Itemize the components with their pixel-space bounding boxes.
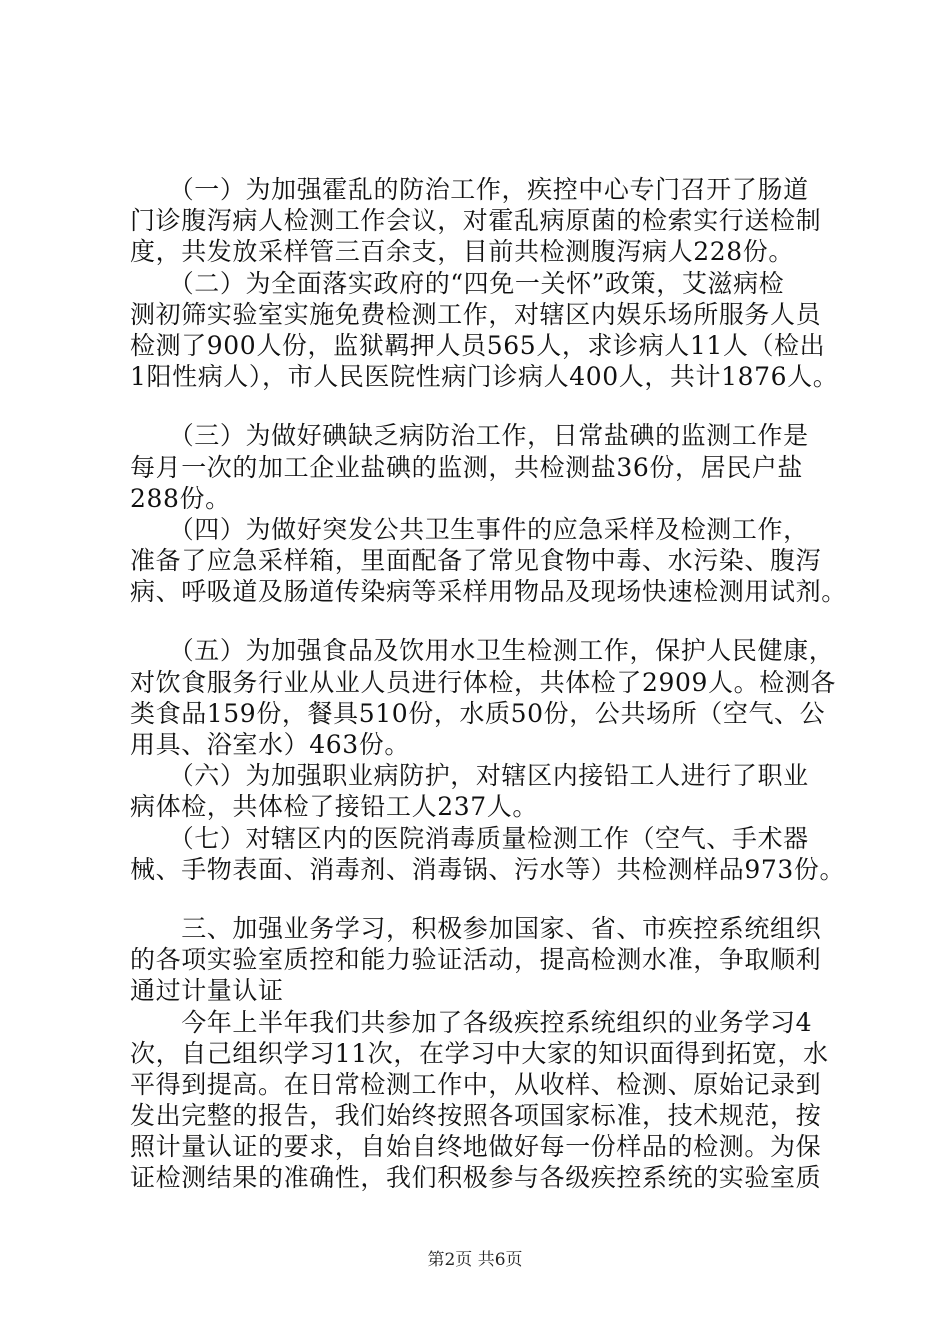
text-line: （三）为做好碘缺乏病防治工作，日常盐碘的监测工作是 [130,421,809,451]
text-line: 今年上半年我们共参加了各级疾控系统组织的业务学习4 [130,1007,813,1037]
text-line: 测初筛实验室实施免费检测工作，对辖区内娱乐场所服务人员 [130,299,822,329]
document-body [130,174,850,1194]
text-line: 用具、浴室水）463份。 [130,730,410,759]
paragraph-3 [130,420,850,514]
text-line: 照计量认证的要求，自始自终地做好每一份样品的检测。为保 [130,1132,822,1162]
text-line: 械、手物表面、消毒剂、消毒锅、污水等）共检测样品973份。 [130,854,846,884]
text-line: 288份。 [130,483,231,513]
text-line: 门诊腹泻病人检测工作会议，对霍乱病原菌的检索实行送检制 [130,206,822,236]
text-line: （七）对辖区内的医院消毒质量检测工作（空气、手术器 [130,823,809,853]
text-line: 通过计量认证 [130,976,284,1006]
text-line: 三、加强业务学习，积极参加国家、省、市疾控系统组织 [130,913,822,943]
paragraph-9 [130,1007,850,1194]
paragraph-spacer [130,607,850,635]
page-number-footer: 第2页 共6页 [427,1250,523,1270]
paragraph-spacer [130,392,850,420]
text-line: 1阳性病人），市人民医院性病门诊病人400人，共计1876人。 [130,362,839,392]
text-line: （四）为做好突发公共卫生事件的应急采样及检测工作， [130,514,809,544]
paragraph-6 [130,760,850,822]
paragraph-1 [130,174,850,268]
text-line: （六）为加强职业病防护，对辖区内接铅工人进行了职业 [130,761,809,791]
text-line: 证检测结果的准确性，我们积极参与各级疾控系统的实验室质 [130,1163,822,1193]
text-line: 对饮食服务行业从业人员进行体检，共体检了2909人。检测各 [130,667,837,697]
text-line: 病体检，共体检了接铅工人237人。 [130,792,538,822]
paragraph-7 [130,823,850,885]
text-line: 病、呼吸道及肠道传染病等采样用物品及现场快速检测用试剂。 [130,577,847,607]
text-line: 的各项实验室质控和能力验证活动，提高检测水准，争取顺利 [130,945,822,975]
text-line: （二）为全面落实政府的“四免一关怀”政策，艾滋病检 [130,268,785,298]
text-line: （一）为加强霍乱的防治工作，疾控中心专门召开了肠道 [130,175,809,204]
text-line: 检测了900人份，监狱羁押人员565人，求诊病人11人（检出 [130,330,826,360]
paragraph-4 [130,514,850,608]
text-line: 平得到提高。在日常检测工作中，从收样、检测、原始记录到 [130,1069,822,1099]
text-line: （五）为加强食品及饮用水卫生检测工作，保护人民健康， [130,636,835,666]
text-line: 准备了应急采样箱，里面配备了常见食物中毒、水污染、腹泻 [130,546,822,576]
paragraph-5 [130,635,850,760]
text-line: 度，共发放采样管三百余支，目前共检测腹泻病人228份。 [130,237,794,267]
text-line: 类食品159份，餐具510份，水质50份，公共场所（空气、公 [130,698,826,728]
paragraph-8 [130,913,850,1007]
paragraph-2 [130,268,850,393]
text-line: 发出完整的报告，我们始终按照各项国家标准，技术规范，按 [130,1101,822,1131]
text-line: 每月一次的加工企业盐碘的监测，共检测盐36份，居民户盐 [130,452,804,482]
paragraph-spacer [130,885,850,913]
text-line: 次，自己组织学习11次，在学习中大家的知识面得到拓宽，水 [130,1038,829,1068]
